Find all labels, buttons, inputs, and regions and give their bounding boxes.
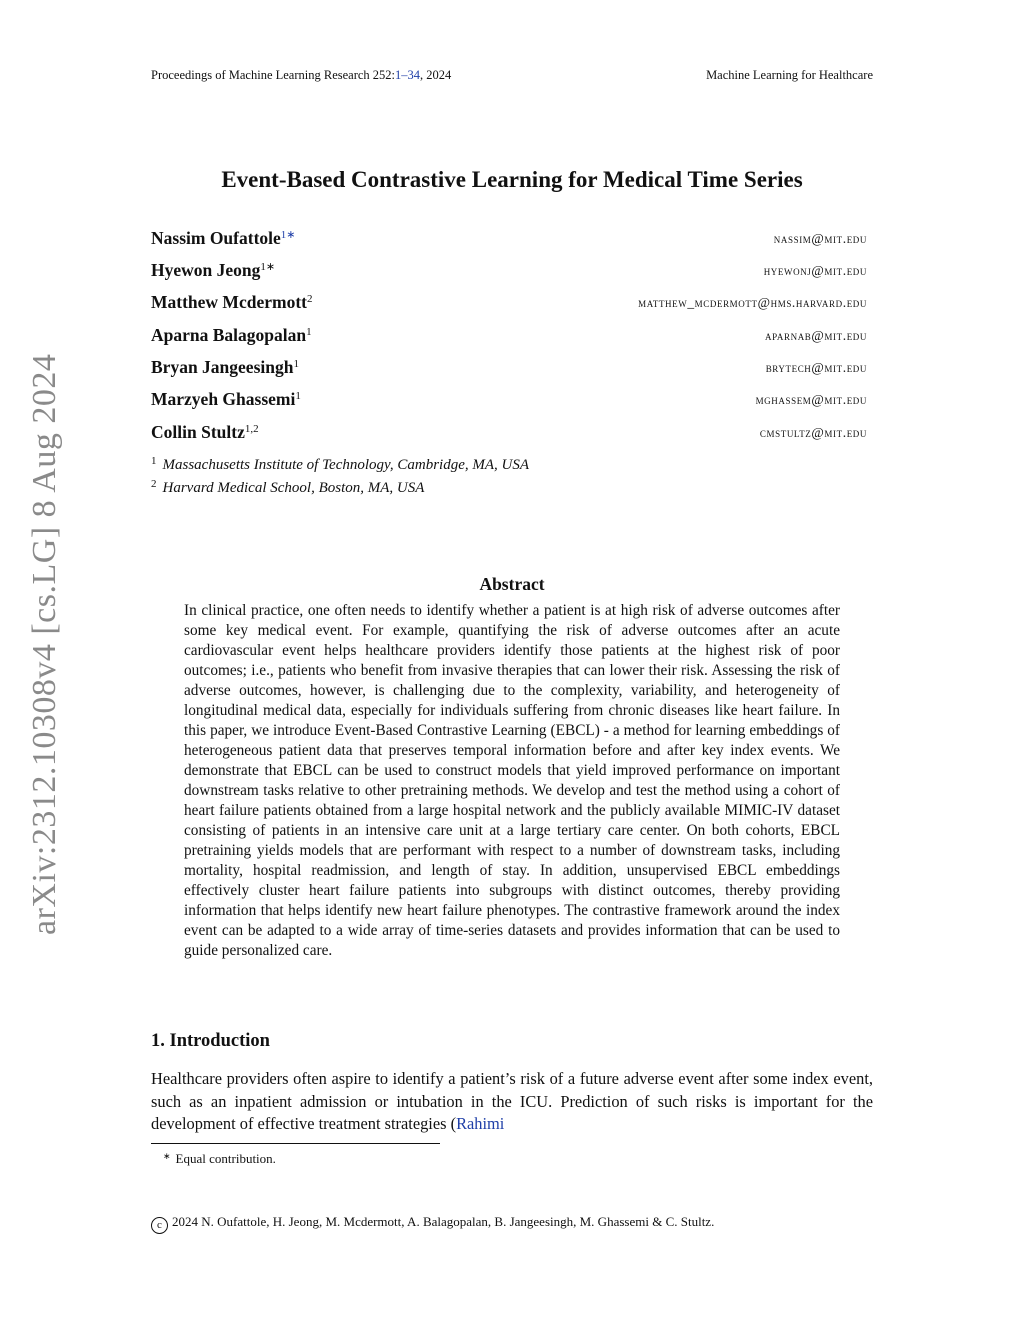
footnote-mark: ∗ [163,1151,171,1161]
abstract-heading: Abstract [479,574,545,594]
author-row [151,357,867,379]
author-row [151,228,867,250]
author-superscript[interactable]: 1∗ [280,229,296,241]
author-email: aparnab@mit.edu [765,328,867,343]
paper-title: Event-Based Contrastive Learning for Medical Time Series [221,167,803,192]
copyright-line: c 2024 N. Oufattole, H. Jeong, M. Mcdermott, A. Balagopalan, B. Jangeesingh, M. Ghassemi & C. Stultz. [151,1214,714,1234]
footnote-rule [151,1143,440,1144]
author-superscript: 1 [293,358,299,370]
author-name: Aparna Balagopalan$^1$ [151,325,312,345]
author-name: Nassim Oufattole$^{1∗}$ [151,228,296,248]
arxiv-stamp: arXiv:2312.10308v4 [cs.LG] 8 Aug 2024 [26,353,63,935]
author-name: Bryan Jangeesingh$^1$ [151,357,299,377]
copyright-icon: c [151,1217,168,1234]
author-superscript: 2 [306,293,313,305]
author-email: cmstultz@mit.edu [759,425,867,440]
section-heading-introduction: 1. Introduction [151,1031,270,1051]
page-range-link[interactable]: 1–34 [395,68,421,82]
footnote: ∗ Equal contribution. [163,1151,276,1166]
author-row [151,292,867,314]
affiliation: $^1$ Massachusetts Institute of Technology, Cambridge, MA, USA [151,455,530,473]
author-email: hyewonj@mit.edu [763,263,867,278]
author-row [151,325,867,347]
abstract-body: In clinical practice, one often needs to identify whether a patient is at high risk of adverse outcomes after some key medical event. For example, quantifying the risk of adverse outcomes after an acute cardiovascular event helps healthcare providers identify those patients at the highest risk of poor outcomes; i.e., patients who benefit from invasive therapies that can lower their risk. Assessing the risk of adverse outcomes, however, is challenging due to the complexity, variability, and heterogeneity of longitudinal medical data, especially for individuals suffering from chronic diseases like heart failure. In this paper, we introduce Event-Based Contrastive Learning (EBCL) - a method for learning embeddings of heterogeneous patient data that preserves temporal information before and after key index events. We demonstrate that EBCL can be used to construct models that yield improved performance on important downstream tasks relative to other pretraining methods. We develop and test the method using a cohort of heart failure patients obtained from a large hospital network and the publicly available MIMIC-IV dataset consisting of patients in an intensive care unit at a large tertiary care center. On both cohorts, EBCL pretraining yields models that are performant with respect to a number of downstream tasks, including mortality, hospital readmission, and length of stay. In addition, unsupervised EBCL embeddings effectively cluster heart failure patients into subgroups with distinct outcomes, thereby providing information that helps identify new heart failure phenotypes. The contrastive framework around the index event can be adapted to a wide array of time-series datasets and provides information that can be used to guide personalized care. [184,602,840,959]
author-email: nassim@mit.edu [773,231,867,246]
affiliation: $^2$ Harvard Medical School, Boston, MA, USA [151,478,425,496]
citation-link[interactable]: Rahimi [456,1114,505,1133]
author-superscript: 1 [306,326,312,338]
author-superscript: 1 [295,390,301,402]
affiliation-number: 1 [151,455,157,467]
author-email: mghassem@mit.edu [755,392,867,407]
affiliation-number: 2 [151,478,157,490]
author-name: Matthew Mcdermott$^2$ [151,292,313,312]
author-row [151,389,867,411]
author-name: Marzyeh Ghassemi$^1$ [151,389,301,409]
author-name: Hyewon Jeong$^{1∗}$ [151,260,276,280]
venue-citation: Proceedings of Machine Learning Research 252:1–34, 2024 [151,68,452,82]
conference-track: Machine Learning for Healthcare [706,68,873,82]
author-name: Collin Stultz$^{1,2}$ [151,422,259,442]
author-email: matthew_mcdermott@hms.harvard.edu [638,295,867,310]
author-superscript: 1,2 [244,423,259,435]
author-email: brytech@mit.edu [765,360,867,375]
author-row [151,260,867,282]
author-row [151,422,867,444]
introduction-paragraph: Healthcare providers often aspire to identify a patient’s risk of a future adverse event after some index event, such as an inpatient admission or intubation in the ICU. Prediction of such risks is important for the development of effective treatment strategies (Rahimi [151,1069,873,1133]
author-superscript: 1∗ [260,261,276,273]
